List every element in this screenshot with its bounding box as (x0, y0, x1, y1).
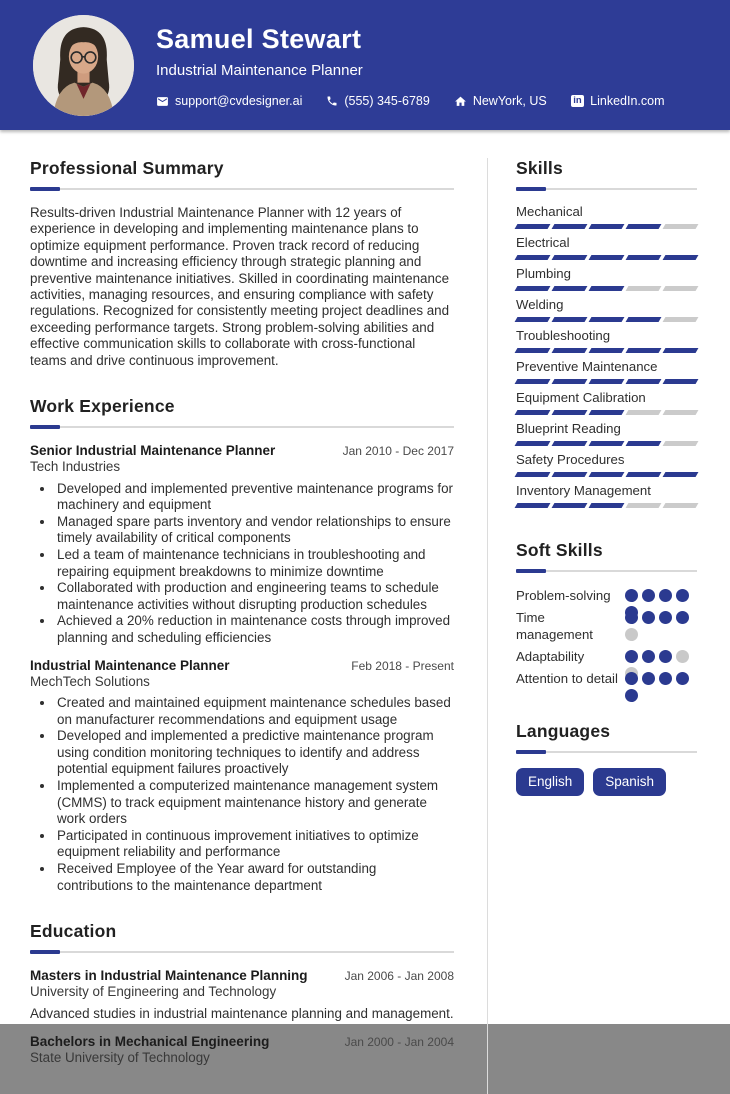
right-column (516, 158, 697, 1094)
skill-item (516, 391, 697, 415)
soft-skill-label: Problem-solving (516, 588, 611, 603)
education-dates: Jan 2000 - Jan 2004 (344, 1035, 454, 1050)
skill-bar-segment (515, 348, 551, 353)
skill-bar-segment (589, 224, 625, 229)
skill-bar-segment (515, 379, 551, 384)
job-bullet: • Developed and implemented preventive maintenance programs for machinery and equipment (55, 481, 454, 514)
soft-skill-dot (676, 611, 689, 624)
soft-skill-dot (659, 611, 672, 624)
education-header (30, 968, 454, 984)
skill-bar-segment (626, 286, 662, 291)
job-bullets (55, 695, 454, 894)
soft-skill-dot (625, 611, 638, 624)
languages-section (516, 721, 697, 796)
contact-text: LinkedIn.com (590, 94, 665, 108)
skill-bar-segment (589, 379, 625, 384)
skills-section (516, 158, 697, 508)
soft-skill-dot (642, 611, 655, 624)
skill-item (516, 329, 697, 353)
heading-rule (516, 750, 697, 754)
heading-rule (516, 569, 697, 573)
skill-item (516, 422, 697, 446)
candidate-name: Samuel Stewart (156, 24, 362, 54)
skill-bar-segment (663, 317, 699, 322)
languages-heading: Languages (516, 721, 611, 741)
skill-bar-segment (589, 472, 625, 477)
skill-bar-segment (663, 255, 699, 260)
skill-bar-segment (552, 348, 588, 353)
soft-skill-dot (676, 650, 689, 663)
job-bullet: • Implemented a computerized maintenance management system (CMMS) to track equipment maintenance history and generate work orders (55, 778, 454, 828)
skill-bar-segment (552, 410, 588, 415)
skill-item (516, 267, 697, 291)
skill-bar-segment (663, 348, 699, 353)
heading-rule (30, 425, 454, 429)
education-heading: Education (30, 921, 117, 942)
experience-section (30, 396, 454, 894)
soft-skill-label: Time management (516, 610, 593, 642)
skill-bar-segment (626, 410, 662, 415)
skill-bar-segment (626, 348, 662, 353)
skill-label: Blueprint Reading (516, 421, 621, 436)
skill-item (516, 298, 697, 322)
skill-item (516, 205, 697, 229)
soft-skill-dot (659, 672, 672, 685)
skill-bar-segment (663, 503, 699, 508)
job-bullet: • Participated in continuous improvement initiatives to optimize equipment reliability and performance (55, 828, 454, 861)
skill-bar-segment (589, 317, 625, 322)
soft-skill-label: Attention to detail (516, 671, 618, 686)
skill-item (516, 484, 697, 508)
skill-bar-segment (626, 317, 662, 322)
heading-rule (30, 187, 454, 191)
skill-bar-segment (515, 410, 551, 415)
heading-rule (30, 950, 454, 954)
skill-bar-segment (589, 286, 625, 291)
skill-bar-segment (589, 441, 625, 446)
soft-skill-dots (625, 650, 697, 663)
skill-bar-segment (552, 224, 588, 229)
soft-skill-dot (676, 589, 689, 602)
skill-bar-segment (589, 503, 625, 508)
summary-section (30, 158, 454, 369)
skill-bar-segment (663, 441, 699, 446)
job-header (30, 658, 454, 674)
soft-skill-label: Adaptability (516, 649, 585, 664)
skill-item (516, 453, 697, 477)
job-list (30, 443, 454, 894)
skills-list (516, 205, 697, 508)
job-bullets (55, 481, 454, 647)
soft-skill-dot (659, 589, 672, 602)
job-bullet: • Developed and implemented a predictive maintenance program using condition monitoring techniques to identify and address potential equipment failures proactively (55, 728, 454, 778)
degree-title: Masters in Industrial Maintenance Planning (30, 968, 308, 984)
skill-label: Troubleshooting (516, 328, 611, 343)
job-entry (30, 443, 454, 646)
soft-skill-dots (625, 672, 697, 685)
skill-bar (516, 472, 697, 477)
job-dates: Feb 2018 - Present (351, 658, 454, 673)
skill-bar (516, 441, 697, 446)
job-bullet: • Created and maintained equipment maintenance schedules based on manufacturer recommendations and equipment usage (55, 695, 454, 728)
education-dates: Jan 2006 - Jan 2008 (344, 969, 454, 984)
contact-text: (555) 345-6789 (344, 94, 430, 108)
job-company: Tech Industries (30, 459, 121, 475)
skill-label: Electrical (516, 235, 570, 250)
skill-bar (516, 503, 697, 508)
job-bullet: • Achieved a 20% reduction in maintenance costs through improved planning and scheduling efficiencies (55, 613, 454, 646)
skill-bar (516, 348, 697, 353)
education-list (30, 968, 454, 1066)
skill-bar-segment (552, 317, 588, 322)
skill-bar-segment (515, 255, 551, 260)
home-icon (454, 95, 467, 108)
skill-bar-segment (515, 472, 551, 477)
skill-bar (516, 410, 697, 415)
job-entry (30, 658, 454, 895)
education-description: Advanced studies in industrial maintenance planning and management. (30, 1005, 454, 1021)
school-name: State University of Technology (30, 1050, 210, 1066)
contact-text: support@cvdesigner.ai (175, 94, 303, 108)
skill-bar-segment (589, 410, 625, 415)
avatar-portrait (33, 15, 134, 116)
skill-item (516, 360, 697, 384)
skill-bar-segment (515, 503, 551, 508)
language-list (516, 768, 697, 796)
education-entry (30, 968, 454, 1022)
contact-text: NewYork, US (472, 94, 547, 108)
skill-bar-segment (663, 379, 699, 384)
header (0, 0, 730, 130)
summary-text: Results-driven Industrial Maintenance Planner with 12 years of experience in developing and implementing maintenance plans to optimize equipment performance. Proven track record of reducing downtime and increasing efficiency through strategic planning and preventive maintenance initiatives. Skilled in coordinating maintenance activities, managing resources, and ensuring compliance with safety regulations. Recognized for consistently meeting project deadlines and exceeding performance targets. Strong problem-solving abilities and effective communication skills to collaborate with cross-functional teams and drive continuous improvement. (30, 205, 450, 368)
skill-bar (516, 379, 697, 384)
skill-label: Welding (516, 297, 564, 312)
job-bullet: • Led a team of maintenance technicians in troubleshooting and repairing equipment breakdowns to minimize downtime (55, 547, 454, 580)
soft-skill-item (516, 587, 697, 604)
left-column (30, 158, 454, 1094)
skill-bar-segment (552, 379, 588, 384)
candidate-job-title: Industrial Maintenance Planner (156, 62, 363, 79)
skill-label: Equipment Calibration (516, 390, 646, 405)
envelope-icon (156, 95, 169, 108)
contact-item (571, 94, 665, 108)
skill-label: Safety Procedures (516, 452, 625, 467)
skill-label: Inventory Management (516, 483, 651, 498)
skill-bar-segment (626, 224, 662, 229)
education-section (30, 921, 454, 1066)
skill-bar-segment (626, 255, 662, 260)
skill-bar-segment (552, 441, 588, 446)
job-bullet: • Collaborated with production and engineering teams to schedule maintenance activities without disrupting production schedules (55, 580, 454, 613)
skill-bar-segment (663, 410, 699, 415)
skill-bar (516, 224, 697, 229)
soft-skill-dot (625, 628, 638, 641)
language-badge: English (516, 768, 584, 796)
contact-item (326, 94, 429, 108)
skill-bar-segment (663, 224, 699, 229)
experience-heading: Work Experience (30, 396, 175, 417)
contact-row (156, 94, 665, 108)
skill-bar-segment (552, 286, 588, 291)
contact-item (454, 94, 547, 108)
skill-bar-segment (552, 255, 588, 260)
skill-bar-segment (515, 224, 551, 229)
soft-skill-dot (625, 672, 638, 685)
soft-skills-list (516, 587, 697, 687)
soft-skill-dot (625, 689, 638, 702)
skill-item (516, 236, 697, 260)
avatar (33, 15, 134, 116)
skill-bar-segment (515, 441, 551, 446)
soft-skill-dot (625, 589, 638, 602)
skill-bar-segment (626, 472, 662, 477)
skill-bar-segment (589, 348, 625, 353)
language-badge: Spanish (593, 768, 666, 796)
skill-label: Plumbing (516, 266, 571, 281)
soft-skill-dot (642, 672, 655, 685)
job-bullet: • Managed spare parts inventory and vendor relationships to ensure timely availability of critical components (55, 514, 454, 547)
job-header (30, 443, 454, 459)
job-title: Industrial Maintenance Planner (30, 657, 230, 673)
soft-skill-dot (642, 650, 655, 663)
main-content (0, 130, 730, 1094)
skill-bar-segment (552, 472, 588, 477)
skill-bar (516, 286, 697, 291)
skill-bar-segment (663, 286, 699, 291)
soft-skill-dot (625, 650, 638, 663)
job-title: Senior Industrial Maintenance Planner (30, 443, 276, 459)
skill-bar-segment (515, 317, 551, 322)
column-divider (487, 158, 488, 1094)
skill-bar-segment (663, 472, 699, 477)
soft-skill-dot (659, 650, 672, 663)
soft-skill-dots (625, 611, 697, 624)
job-dates: Jan 2010 - Dec 2017 (342, 444, 454, 459)
contact-item (156, 94, 302, 108)
skills-heading: Skills (516, 158, 563, 178)
school-name: University of Engineering and Technology (30, 984, 277, 1000)
education-entry (30, 1034, 454, 1067)
soft-skill-item (516, 609, 697, 643)
skill-bar-segment (626, 503, 662, 508)
linkedin-icon: in (571, 95, 584, 107)
job-bullet: • Received Employee of the Year award for outstanding contributions to the maintenance department (55, 861, 454, 894)
soft-skill-item (516, 670, 697, 687)
skill-bar-segment (515, 286, 551, 291)
education-header (30, 1034, 454, 1050)
soft-skill-item (516, 648, 697, 665)
skill-bar-segment (626, 441, 662, 446)
soft-skill-dot (642, 589, 655, 602)
skill-bar-segment (626, 379, 662, 384)
heading-rule (516, 187, 697, 191)
soft-skill-dots (625, 589, 697, 602)
soft-skill-dot (676, 672, 689, 685)
skill-bar-segment (589, 255, 625, 260)
degree-title: Bachelors in Mechanical Engineering (30, 1034, 270, 1050)
skill-bar (516, 255, 697, 260)
skill-bar-segment (552, 503, 588, 508)
soft-skills-section (516, 540, 697, 687)
skill-label: Mechanical (516, 204, 583, 219)
skill-label: Preventive Maintenance (516, 359, 658, 374)
phone-icon (326, 95, 338, 107)
summary-heading: Professional Summary (30, 158, 224, 178)
skill-bar (516, 317, 697, 322)
job-company: MechTech Solutions (30, 673, 150, 689)
soft-skills-heading: Soft Skills (516, 540, 603, 560)
